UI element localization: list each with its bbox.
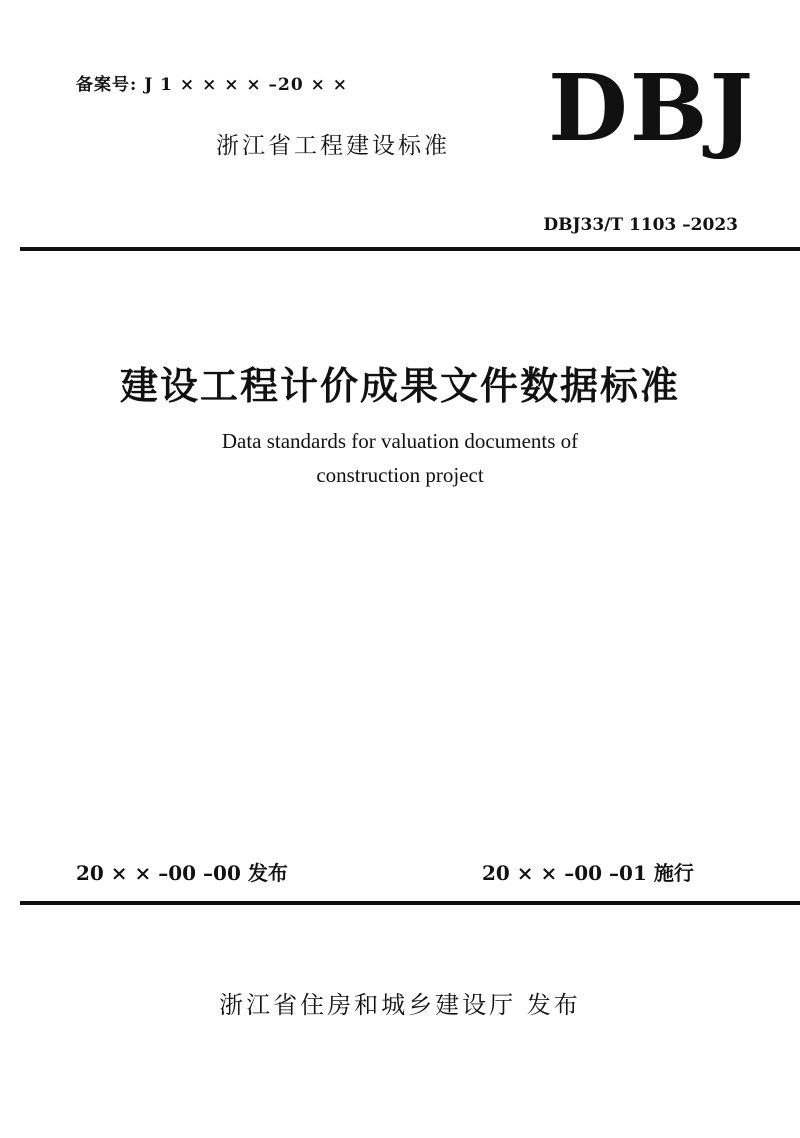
publisher: 浙江省住房和城乡建设厅 发布: [219, 991, 581, 1019]
dbj-logo: DBJ: [548, 54, 756, 162]
effective-date: 20 × × –00 –01 施行: [482, 861, 694, 885]
document-title-english-line1: Data standards for valuation documents of: [221, 429, 579, 453]
top-divider: [20, 247, 800, 251]
standard-series-name: 浙江省工程建设标准: [216, 133, 450, 159]
document-title-chinese: 建设工程计价成果文件数据标准: [119, 363, 680, 408]
bottom-divider: [20, 901, 800, 905]
document-title-english: [0, 424, 800, 492]
document-title-english-line2: construction project: [316, 463, 484, 487]
record-number: 备案号: J 1 × × × × –20 × ×: [76, 75, 349, 95]
standard-code: DBJ33/T 1103 –2023: [543, 215, 738, 235]
issue-date: 20 × × –00 –00 发布: [76, 861, 288, 885]
